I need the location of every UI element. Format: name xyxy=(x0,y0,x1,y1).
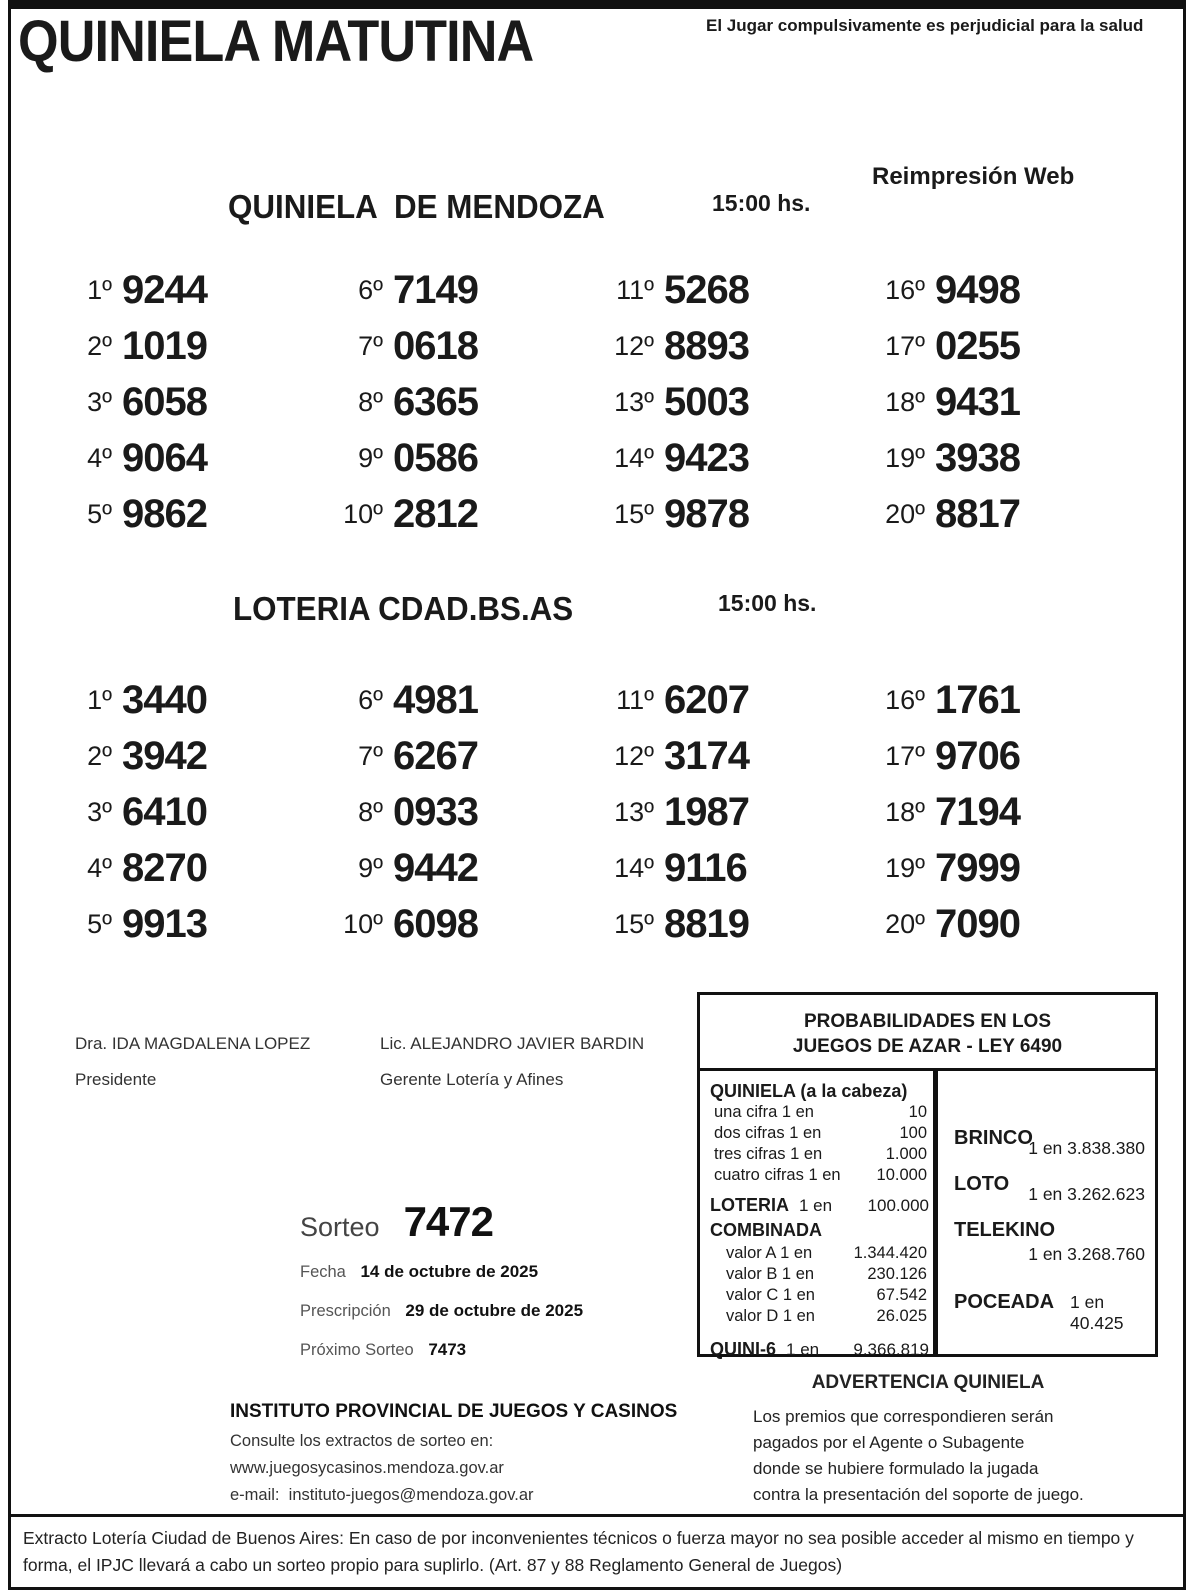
result-position: 2º xyxy=(87,330,112,361)
result-cell xyxy=(598,318,869,374)
result-position: 1º xyxy=(87,274,112,305)
odds-row xyxy=(700,1165,933,1186)
result-number: 7090 xyxy=(935,901,1020,946)
result-position: 2º xyxy=(87,740,112,771)
quiniela-warning-line: Los premios que correspondieren serán xyxy=(753,1407,1054,1426)
game-name: POCEADA xyxy=(954,1291,1055,1313)
result-position: 11º xyxy=(616,684,654,715)
result-position: 4º xyxy=(87,852,112,883)
consult-text: Consulte los extractos de sorteo en: xyxy=(230,1432,494,1450)
probabilities-title-line1: PROBABILIDADES EN LOS xyxy=(803,1011,1052,1032)
result-cell xyxy=(869,486,1140,542)
result-cell xyxy=(598,672,869,728)
odds-label: valor A 1 en xyxy=(726,1244,813,1262)
result-position: 12º xyxy=(614,740,654,771)
result-position: 10º xyxy=(343,908,383,939)
website-text: www.juegosycasinos.mendoza.gov.ar xyxy=(230,1459,504,1477)
result-position: 16º xyxy=(885,684,925,715)
odds-row xyxy=(700,1243,933,1264)
quiniela-warning-line: donde se hubiere formulado la jugada xyxy=(753,1459,1039,1478)
result-cell xyxy=(598,784,869,840)
official-name: Lic. ALEJANDRO JAVIER BARDIN xyxy=(380,1034,645,1053)
odds-value: 67.542 xyxy=(876,1286,927,1304)
result-number: 9913 xyxy=(122,901,207,946)
email-text: e-mail: instituto-juegos@mendoza.gov.ar xyxy=(230,1486,534,1504)
result-cell xyxy=(327,784,598,840)
result-position: 14º xyxy=(614,852,654,883)
result-cell xyxy=(327,374,598,430)
odds-value: 10.000 xyxy=(876,1166,927,1184)
quiniela-warning-block xyxy=(697,1372,1159,1508)
next-draw-label: Próximo Sorteo xyxy=(300,1341,414,1359)
result-position: 8º xyxy=(358,386,383,417)
quiniela-warning-line: contra la presentación del soporte de juego. xyxy=(753,1485,1084,1504)
result-position: 8º xyxy=(358,796,383,827)
draw-date-label: Fecha xyxy=(300,1263,346,1281)
result-number: 9431 xyxy=(935,379,1020,424)
result-position: 4º xyxy=(87,442,112,473)
prescription-label: Prescripción xyxy=(300,1302,391,1320)
institute-block xyxy=(230,1398,677,1509)
result-cell xyxy=(598,840,869,896)
result-number: 7149 xyxy=(393,267,478,312)
result-number: 4981 xyxy=(393,677,478,722)
game-odds-value: 1 en 3.268.760 xyxy=(1028,1244,1145,1264)
result-position: 16º xyxy=(885,274,925,305)
result-number: 6410 xyxy=(122,789,207,834)
result-cell xyxy=(327,486,598,542)
result-number: 6058 xyxy=(122,379,207,424)
result-position: 15º xyxy=(614,908,654,939)
quiniela-warning-line: pagados por el Agente o Subagente xyxy=(753,1433,1025,1452)
result-number: 9116 xyxy=(664,845,747,890)
result-position: 15º xyxy=(614,498,654,529)
result-position: 9º xyxy=(358,442,383,473)
prescription-row xyxy=(300,1301,583,1321)
draw-number-row xyxy=(300,1198,583,1246)
result-cell xyxy=(327,672,598,728)
result-position: 18º xyxy=(885,386,925,417)
result-number: 9706 xyxy=(935,733,1020,778)
probabilities-title-line2: JUEGOS DE AZAR - LEY 6490 xyxy=(792,1036,1063,1057)
result-cell xyxy=(56,430,327,486)
result-number: 9878 xyxy=(664,491,749,536)
odds-row xyxy=(700,1285,933,1306)
result-position: 17º xyxy=(885,330,925,361)
game-odds-value: 1 en 40.425 xyxy=(1070,1292,1124,1333)
result-cell xyxy=(56,262,327,318)
game-odds xyxy=(954,1173,1145,1205)
result-position: 6º xyxy=(358,684,383,715)
odds-label: valor D 1 en xyxy=(726,1307,815,1325)
result-number: 9442 xyxy=(393,845,478,890)
probabilities-title xyxy=(700,995,1155,1071)
odds-value: 1.000 xyxy=(885,1145,927,1163)
result-cell xyxy=(327,728,598,784)
result-position: 14º xyxy=(614,442,654,473)
next-draw-row xyxy=(300,1340,583,1360)
odds-value: 10 xyxy=(908,1103,927,1121)
odds-label: valor C 1 en xyxy=(726,1286,815,1304)
officials-block xyxy=(75,1034,695,1090)
result-number: 9244 xyxy=(122,267,207,312)
quini6-label: QUINI-6 xyxy=(710,1339,777,1359)
result-number: 9862 xyxy=(122,491,207,536)
official-name: Dra. IDA MAGDALENA LOPEZ xyxy=(75,1034,311,1053)
result-position: 17º xyxy=(885,740,925,771)
result-cell xyxy=(327,896,598,952)
result-position: 12º xyxy=(614,330,654,361)
result-cell xyxy=(56,896,327,952)
result-position: 13º xyxy=(614,386,654,417)
bsas-section-title: LOTERIA CDAD.BS.AS xyxy=(233,590,574,627)
result-position: 6º xyxy=(358,274,383,305)
mendoza-section-title: QUINIELA DE MENDOZA xyxy=(228,188,605,225)
combinada-odds-rows xyxy=(700,1243,933,1327)
result-number: 3174 xyxy=(664,733,749,778)
game-name: LOTO xyxy=(954,1173,1010,1195)
result-number: 2812 xyxy=(393,491,478,536)
loteria-odds-value: 100.000 xyxy=(867,1196,929,1215)
result-cell xyxy=(869,374,1140,430)
footer-disclaimer-line2: forma, el IPJC llevará a cabo un sorteo propio para suplirlo. (Art. 87 y 88 Reglamento General de Juegos) xyxy=(23,1555,843,1575)
draw-number-label: Sorteo xyxy=(300,1212,380,1242)
result-cell xyxy=(869,784,1140,840)
result-position: 19º xyxy=(885,852,925,883)
result-cell xyxy=(56,784,327,840)
next-draw-value: 7473 xyxy=(428,1340,467,1359)
probabilities-right-column xyxy=(938,1071,1155,1357)
draw-number-value: 7472 xyxy=(403,1198,493,1245)
footer-disclaimer-box xyxy=(8,1514,1186,1590)
quiniela-odds-rows xyxy=(700,1102,933,1186)
result-position: 3º xyxy=(87,796,112,827)
quiniela-odds-heading: QUINIELA (a la cabeza) xyxy=(710,1081,908,1101)
result-number: 6267 xyxy=(393,733,478,778)
official-role: Gerente Lotería y Afines xyxy=(380,1070,564,1089)
odds-row xyxy=(700,1306,933,1327)
result-cell xyxy=(327,318,598,374)
result-cell xyxy=(56,318,327,374)
result-number: 6207 xyxy=(664,677,749,722)
odds-row xyxy=(700,1102,933,1123)
result-number: 6365 xyxy=(393,379,478,424)
result-cell xyxy=(869,262,1140,318)
odds-value: 26.025 xyxy=(876,1307,927,1325)
result-position: 10º xyxy=(343,498,383,529)
odds-row xyxy=(700,1123,933,1144)
odds-value: 230.126 xyxy=(867,1265,927,1283)
result-number: 6098 xyxy=(393,901,478,946)
quini6-odds-value: 9.366.819 xyxy=(853,1340,929,1359)
game-odds xyxy=(954,1127,1145,1159)
result-number: 3440 xyxy=(122,677,207,722)
result-number: 1987 xyxy=(664,789,749,834)
result-number: 8819 xyxy=(664,901,749,946)
result-cell xyxy=(598,486,869,542)
result-number: 9423 xyxy=(664,435,749,480)
game-odds xyxy=(954,1219,1145,1265)
result-position: 18º xyxy=(885,796,925,827)
result-cell xyxy=(327,262,598,318)
mendoza-results-grid xyxy=(56,262,1140,542)
result-number: 3938 xyxy=(935,435,1020,480)
result-cell xyxy=(869,672,1140,728)
probabilities-box xyxy=(697,992,1158,1357)
game-odds xyxy=(954,1291,1145,1334)
result-cell xyxy=(56,374,327,430)
official-manager xyxy=(380,1034,685,1090)
draw-info-block xyxy=(300,1198,583,1379)
game-odds-value: 1 en 3.262.623 xyxy=(1028,1184,1145,1204)
result-number: 1019 xyxy=(122,323,207,368)
odds-label: valor B 1 en xyxy=(726,1265,815,1283)
result-cell xyxy=(869,896,1140,952)
game-odds-value: 1 en 3.838.380 xyxy=(1028,1138,1145,1158)
page-title: QUINIELA MATUTINA xyxy=(18,9,534,74)
result-cell xyxy=(869,728,1140,784)
result-cell xyxy=(598,430,869,486)
odds-label: dos cifras 1 en xyxy=(714,1124,822,1142)
result-cell xyxy=(56,840,327,896)
result-position: 20º xyxy=(885,908,925,939)
web-reprint-label: Reimpresión Web xyxy=(872,163,1075,190)
result-number: 0255 xyxy=(935,323,1020,368)
result-number: 5003 xyxy=(664,379,749,424)
result-number: 0933 xyxy=(393,789,478,834)
result-position: 9º xyxy=(358,852,383,883)
official-role: Presidente xyxy=(75,1070,157,1089)
draw-date-row xyxy=(300,1262,583,1282)
odds-row xyxy=(700,1144,933,1165)
result-position: 11º xyxy=(616,274,654,305)
loteria-label: LOTERIA xyxy=(710,1195,789,1215)
prescription-value: 29 de octubre de 2025 xyxy=(405,1301,584,1320)
result-number: 8817 xyxy=(935,491,1020,536)
result-cell xyxy=(869,840,1140,896)
loteria-unit: 1 en xyxy=(799,1196,833,1215)
result-cell xyxy=(598,262,869,318)
odds-label: una cifra 1 en xyxy=(714,1103,814,1121)
result-number: 7999 xyxy=(935,845,1020,890)
result-position: 5º xyxy=(87,908,112,939)
probabilities-body xyxy=(700,1071,1155,1357)
quini6-unit: 1 en xyxy=(786,1340,820,1359)
result-cell xyxy=(56,486,327,542)
result-number: 1761 xyxy=(935,677,1020,722)
footer-disclaimer-line1: Extracto Lotería Ciudad de Buenos Aires: En caso de por inconvenientes técnicos o fuerza mayor no sea posible acceder al mismo en tiempo y xyxy=(23,1528,1134,1548)
result-position: 1º xyxy=(87,684,112,715)
result-cell xyxy=(598,374,869,430)
result-position: 20º xyxy=(885,498,925,529)
quini6-odds-row xyxy=(700,1339,933,1360)
odds-row xyxy=(700,1264,933,1285)
result-position: 7º xyxy=(358,740,383,771)
result-cell xyxy=(56,672,327,728)
result-position: 13º xyxy=(614,796,654,827)
result-cell xyxy=(598,896,869,952)
draw-date-value: 14 de octubre de 2025 xyxy=(360,1262,539,1281)
result-position: 3º xyxy=(87,386,112,417)
odds-label: cuatro cifras 1 en xyxy=(714,1166,841,1184)
odds-value: 1.344.420 xyxy=(853,1244,927,1262)
odds-value: 100 xyxy=(899,1124,927,1142)
result-cell xyxy=(598,728,869,784)
result-cell xyxy=(327,430,598,486)
result-cell xyxy=(869,318,1140,374)
quiniela-warning-text xyxy=(697,1404,1159,1508)
mendoza-draw-time: 15:00 hs. xyxy=(712,190,811,216)
result-number: 8893 xyxy=(664,323,749,368)
official-president xyxy=(75,1034,380,1090)
result-number: 3942 xyxy=(122,733,207,778)
odds-label: tres cifras 1 en xyxy=(714,1145,823,1163)
loteria-odds-row xyxy=(700,1195,933,1216)
result-number: 9064 xyxy=(122,435,207,480)
result-number: 0618 xyxy=(393,323,478,368)
result-position: 5º xyxy=(87,498,112,529)
gambling-warning-text: El Jugar compulsivamente es perjudicial para la salud xyxy=(706,16,1144,35)
game-name: BRINCO xyxy=(954,1127,1033,1149)
result-number: 8270 xyxy=(122,845,207,890)
quiniela-warning-title: ADVERTENCIA QUINIELA xyxy=(811,1372,1045,1393)
result-number: 5268 xyxy=(664,267,749,312)
result-number: 7194 xyxy=(935,789,1020,834)
game-name: TELEKINO xyxy=(954,1219,1056,1241)
result-position: 19º xyxy=(885,442,925,473)
result-number: 0586 xyxy=(393,435,478,480)
result-cell xyxy=(869,430,1140,486)
result-number: 9498 xyxy=(935,267,1020,312)
result-position: 7º xyxy=(358,330,383,361)
institute-name: INSTITUTO PROVINCIAL DE JUEGOS Y CASINOS xyxy=(230,1401,678,1422)
probabilities-left-column xyxy=(700,1071,938,1357)
bsas-draw-time: 15:00 hs. xyxy=(718,590,817,616)
bsas-results-grid xyxy=(56,672,1140,952)
combinada-heading: COMBINADA xyxy=(710,1220,822,1240)
result-cell xyxy=(327,840,598,896)
result-cell xyxy=(56,728,327,784)
